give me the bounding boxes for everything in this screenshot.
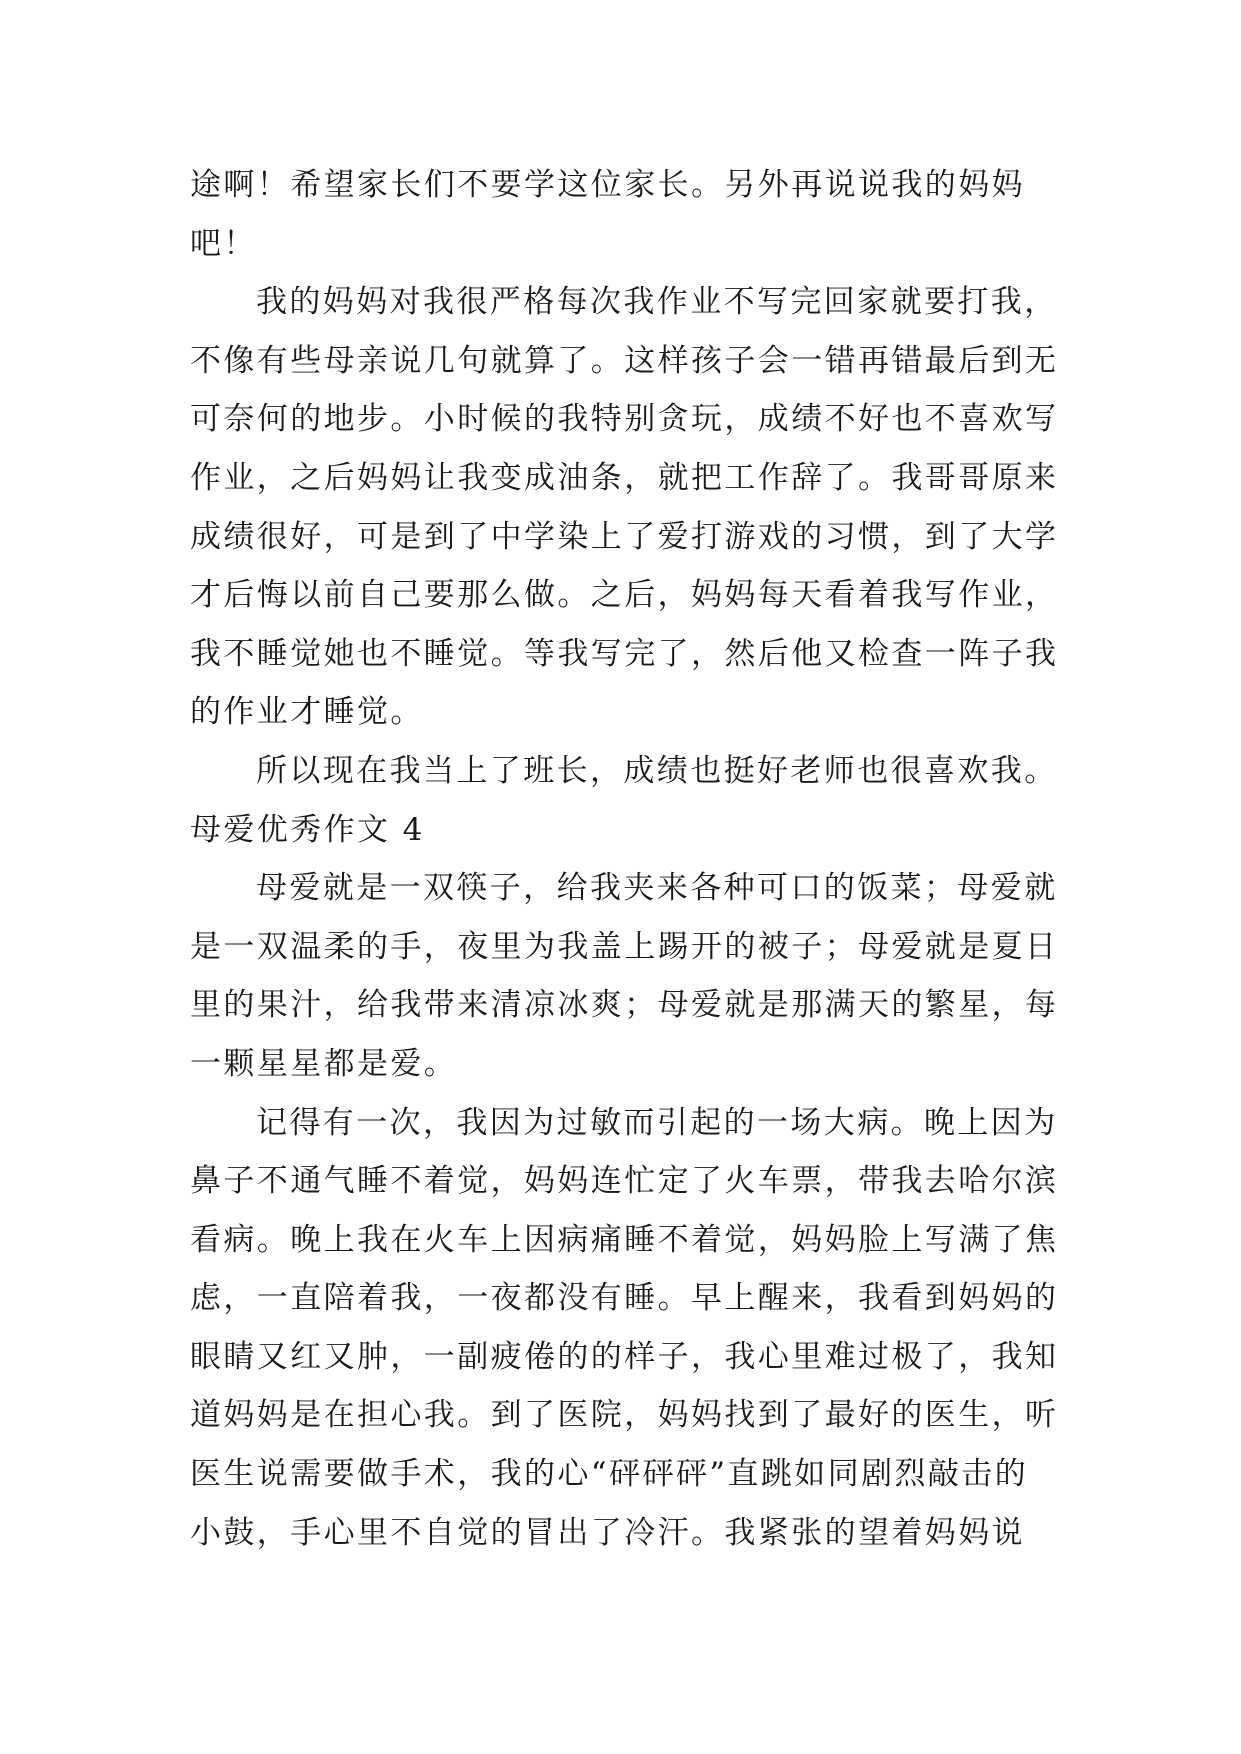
text-line: 道妈妈是在担心我。到了医院，妈妈找到了最好的医生，听 [190, 1397, 1059, 1434]
document-body [190, 156, 1070, 1562]
text-line: 可奈何的地步。小时候的我特别贪玩，成绩不好也不喜欢写 [190, 401, 1059, 438]
text-line: 不像有些母亲说几句就算了。这样孩子会一错再错最后到无 [190, 342, 1059, 379]
text-line: 一颗星星都是爱。 [190, 1045, 458, 1082]
text-line: 母爱优秀作文 4 [190, 811, 425, 848]
text-line: 眼睛又红又肿，一副疲倦的的样子，我心里难过极了，我知 [190, 1338, 1059, 1375]
text-line: 所以现在我当上了班长，成绩也挺好老师也很喜欢我。 [256, 752, 1058, 789]
text-line: 母爱就是一双筷子，给我夹来各种可口的饭菜；母爱就 [256, 870, 1058, 907]
text-line: 记得有一次，我因为过敏而引起的一场大病。晚上因为 [256, 1104, 1058, 1141]
text-line: 途啊！希望家长们不要学这位家长。另外再说说我的妈妈 [190, 167, 1025, 203]
text-line: 医生说需要做手术，我的心“砰砰砰”直跳如同剧烈敲击的 [190, 1456, 1029, 1493]
text-line: 作业，之后妈妈让我变成油条，就把工作辞了。我哥哥原来 [190, 459, 1059, 496]
text-line: 吧！ [190, 225, 257, 262]
text-line: 小鼓，手心里不自觉的冒出了冷汗。我紧张的望着妈妈说 [190, 1514, 1025, 1551]
text-line: 虑，一直陪着我，一夜都没有睡。早上醒来，我看到妈妈的 [190, 1280, 1059, 1317]
text-line: 里的果汁，给我带来清凉冰爽；母爱就是那满天的繁星，每 [190, 987, 1059, 1024]
text-line: 成绩很好，可是到了中学染上了爱打游戏的习惯，到了大学 [190, 518, 1059, 555]
text-line: 的作业才睡觉。 [190, 694, 424, 731]
text-line: 看病。晚上我在火车上因病痛睡不着觉，妈妈脸上写满了焦 [190, 1221, 1059, 1258]
text-line: 才后悔以前自己要那么做。之后，妈妈每天看着我写作业， [190, 577, 1059, 614]
text-line: 鼻子不通气睡不着觉，妈妈连忙定了火车票，带我去哈尔滨 [190, 1163, 1059, 1200]
text-line: 我不睡觉她也不睡觉。等我写完了，然后他又检查一阵子我 [190, 635, 1059, 672]
text-line: 我的妈妈对我很严格每次我作业不写完回家就要打我， [256, 284, 1058, 321]
text-line: 是一双温柔的手，夜里为我盖上踢开的被子；母爱就是夏日 [190, 928, 1059, 965]
